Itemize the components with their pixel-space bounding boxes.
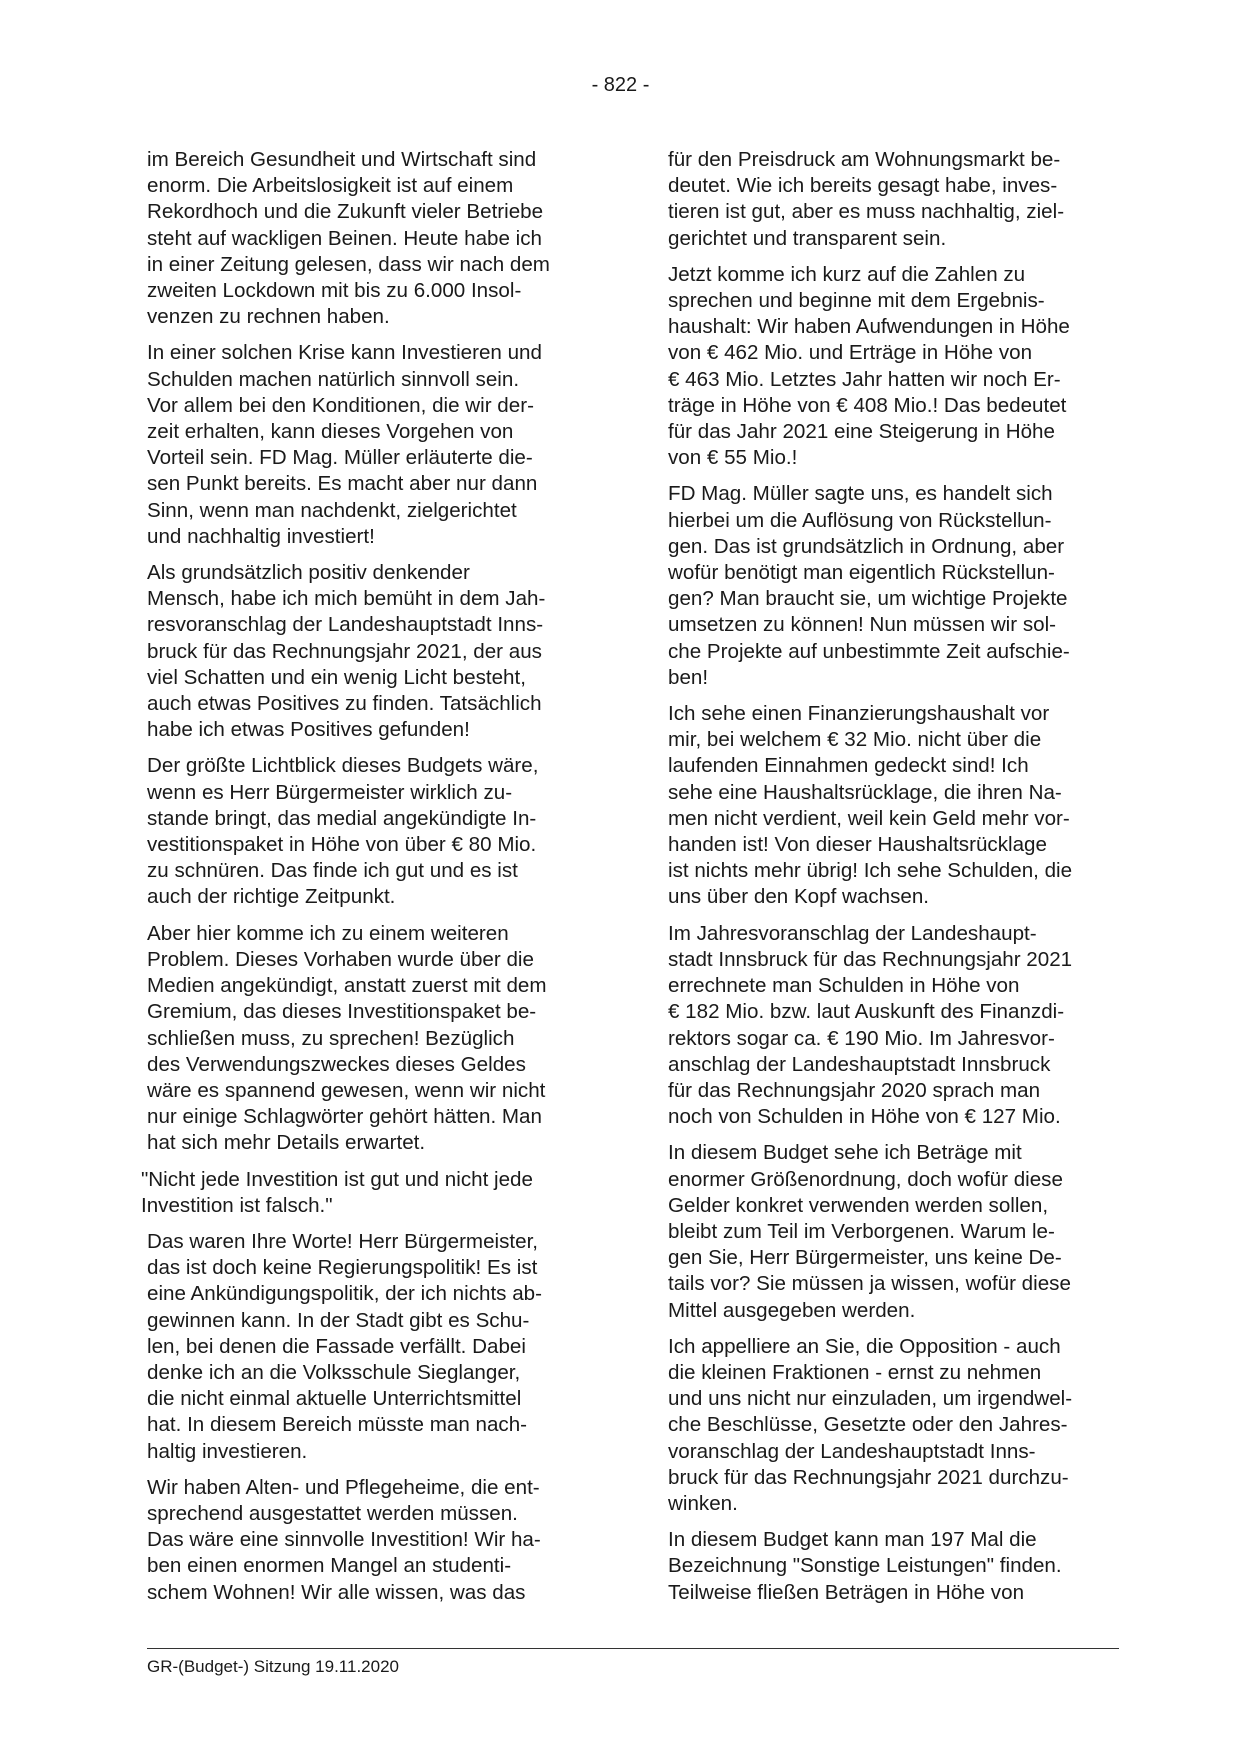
paragraph: Wir haben Alten- und Pflegeheime, die ent- sprechend ausgestattet werden müssen. Das wäre eine sinnvolle Investition! Wir ha- ben einen enormen Mangel an studenti- schem Wohnen! Wir alle wissen, was das [147,1475,541,1604]
paragraph: Im Jahresvoranschlag der Landeshaupt- stadt Innsbruck für das Rechnungsjahr 2021 errechnete man Schulden in Höhe von € 182 Mio. bzw. laut Auskunft des Finanzdi- rektors sogar ca. € 190 Mio. Im Jahresvor- anschlag der Landeshauptstadt Innsbruck für das Rechnungsjahr 2020 sprach man noch von Schulden in Höhe von € 127 Mio. [668,921,1073,1129]
quote-paragraph: "Nicht jede Investition ist gut und nicht jede Investition ist falsch." [141,1167,533,1217]
paragraph: für den Preisdruck am Wohnungsmarkt be- deutet. Wie ich bereits gesagt habe, inves- tieren ist gut, aber es muss nachhaltig, ziel- gerichtet und transparent sein. [668,148,1065,250]
footer-divider [147,1648,1119,1649]
paragraph: Als grundsätzlich positiv denkender Mensch, habe ich mich bemüht in dem Jah- resvoranschlag der Landeshauptstadt Inns- bruck für das Rechnungsjahr 2021, der aus viel Schatten und ein wenig Licht besteht, auch etwas Positives zu finden. Tatsächlich habe ich etwas Positives gefunden! [147,561,546,742]
paragraph: Ich appelliere an Sie, die Opposition - auch die kleinen Fraktionen - ernst zu nehmen und uns nicht nur einzuladen, um irgendwel- che Beschlüsse, Gesetzte oder den Jahres- voranschlag der Landeshauptstadt Inns- bruck für das Rechnungsjahr 2021 durchzu- winken. [668,1334,1073,1515]
paragraph: In diesem Budget sehe ich Beträge mit enormer Größenordnung, doch wofür diese Gelder konkret verwenden werden sollen, bleibt zum Teil im Verborgenen. Warum le- gen Sie, Herr Bürgermeister, uns keine De- tails vor? Sie müssen ja wissen, wofür diese Mittel ausgegeben werden. [668,1141,1071,1322]
right-column [668,147,1120,1616]
paragraph: Der größte Lichtblick dieses Budgets wäre, wenn es Herr Bürgermeister wirklich zu- stande bringt, das medial angekündigte In- vestitionspaket in Höhe von über € 80 Mio. zu schnüren. Das finde ich gut und es ist auch der richtige Zeitpunkt. [147,754,539,909]
page-number: - 822 - [591,74,650,96]
paragraph: Aber hier komme ich zu einem weiteren Problem. Dieses Vorhaben wurde über die Medien angekündigt, anstatt zuerst mit dem Gremium, das dieses Investitionspaket be- schließen muss, zu sprechen! Bezüglich des Verwendungszweckes dieses Geldes wäre es spannend gewesen, wenn wir nicht nur einige Schlagwörter gehört hätten. Man hat sich mehr Details erwartet. [147,921,547,1155]
footer-session-label: GR-(Budget-) Sitzung 19.11.2020 [147,1657,399,1676]
left-column [141,147,597,1616]
paragraph: FD Mag. Müller sagte uns, es handelt sich hierbei um die Auflösung von Rückstellun- gen. Das ist grundsätzlich in Ordnung, aber wofür benötigt man eigentlich Rückstellun- gen? Man braucht sie, um wichtige Projekte umsetzen zu können! Nun müssen wir sol- che Projekte auf unbestimmte Zeit aufschie- ben! [668,482,1070,689]
paragraph: In diesem Budget kann man 197 Mal die Bezeichnung "Sonstige Leistungen" finden. Teilweise fließen Beträgen in Höhe von [668,1528,1062,1604]
paragraph: im Bereich Gesundheit und Wirtschaft sind enorm. Die Arbeitslosigkeit ist auf einem Rekordhoch und die Zukunft vieler Betriebe steht auf wackligen Beinen. Heute habe ich in einer Zeitung gelesen, dass wir nach dem zweiten Lockdown mit bis zu 6.000 Insol- venzen zu rechnen haben. [147,148,550,329]
paragraph: Das waren Ihre Worte! Herr Bürgermeister, das ist doch keine Regierungspolitik! Es ist eine Ankündigungspolitik, der ich nichts ab- gewinnen kann. In der Stadt gibt es Schu- len, bei denen die Fassade verfällt. Dabei denke ich an die Volksschule Sieglanger, die nicht einmal aktuelle Unterrichtsmittel hat. In diesem Bereich müsste man nach- haltig investieren. [147,1229,542,1463]
paragraph: Ich sehe einen Finanzierungshaushalt vor mir, bei welchem € 32 Mio. nicht über die laufenden Einnahmen gedeckt sind! Ich sehe eine Haushaltsrücklage, die ihren Na- men nicht verdient, weil kein Geld mehr vor- handen ist! Von dieser Haushaltsrücklage ist nichts mehr übrig! Ich sehe Schulden, die uns über den Kopf wachsen. [668,702,1073,909]
paragraph: Jetzt komme ich kurz auf die Zahlen zu sprechen und beginne mit dem Ergebnis- haushalt: Wir haben Aufwendungen in Höhe von € 462 Mio. und Erträge in Höhe von € 463 Mio. Letztes Jahr hatten wir noch Er- träge in Höhe von € 408 Mio.! Das bedeutet für das Jahr 2021 eine Steigerung in Höhe von € 55 Mio.! [668,262,1070,470]
paragraph: In einer solchen Krise kann Investieren und Schulden machen natürlich sinnvoll sein. Vor allem bei den Konditionen, die wir der- zeit erhalten, kann dieses Vorgehen von Vorteil sein. FD Mag. Müller erläuterte die- sen Punkt bereits. Es macht aber nur dann Sinn, wenn man nachdenkt, zielgerichtet und nachhaltig investiert! [147,341,542,548]
